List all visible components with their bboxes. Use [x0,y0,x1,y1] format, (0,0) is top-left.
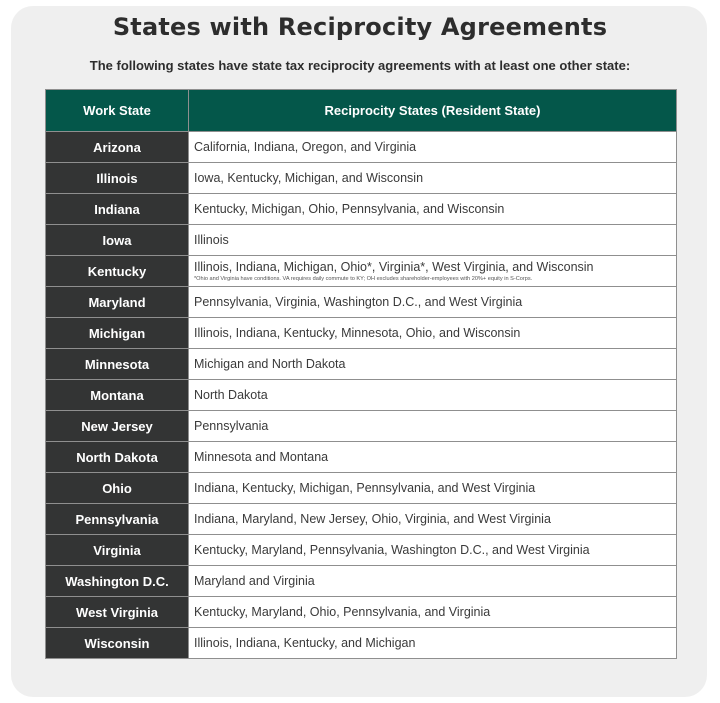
resident-states-text: Pennsylvania [194,418,269,433]
resident-states-cell [189,194,677,225]
table-row [46,225,677,256]
work-state-cell: New Jersey [46,411,189,442]
work-state-cell: Minnesota [46,349,189,380]
resident-states-text: Maryland and Virginia [194,573,315,588]
work-state-cell: Iowa [46,225,189,256]
footnote-text: *Ohio and Virginia have conditions. VA requires daily commute to KY; OH excludes shareholder-employees with 20%+ equity in S-Corps. [194,275,533,282]
table-row [46,256,677,287]
resident-states-cell [189,132,677,163]
resident-states-cell [189,504,677,535]
table-row [46,504,677,535]
work-state-cell: Pennsylvania [46,504,189,535]
resident-states-cell [189,349,677,380]
table-row [46,318,677,349]
resident-states-text: Minnesota and Montana [194,449,329,464]
work-state-cell: Montana [46,380,189,411]
resident-states-cell [189,380,677,411]
resident-states-text: Indiana, Kentucky, Michigan, Pennsylvania, and West Virginia [194,480,536,495]
table-row [46,628,677,659]
header-work-state: Work State [46,90,189,132]
work-state-cell: West Virginia [46,597,189,628]
resident-states-cell [189,473,677,504]
resident-states-text: Illinois, Indiana, Michigan, Ohio*, Virginia*, West Virginia, and Wisconsin [194,259,594,274]
resident-states-cell [189,287,677,318]
table-row [46,287,677,318]
work-state-cell: Virginia [46,535,189,566]
work-state-cell: Arizona [46,132,189,163]
page-title: States with Reciprocity Agreements [112,13,608,41]
work-state-cell: North Dakota [46,442,189,473]
work-state-cell: Washington D.C. [46,566,189,597]
table-row [46,566,677,597]
resident-states-text: Michigan and North Dakota [194,356,346,371]
resident-states-cell [189,566,677,597]
resident-states-text: Illinois [194,232,229,247]
work-state-cell: Michigan [46,318,189,349]
table-row [46,163,677,194]
table-row [46,194,677,225]
work-state-cell: Wisconsin [46,628,189,659]
resident-states-text: Iowa, Kentucky, Michigan, and Wisconsin [194,170,424,185]
header-reciprocity-states: Reciprocity States (Resident State) [189,90,677,132]
work-state-cell: Indiana [46,194,189,225]
table-row [46,380,677,411]
resident-states-cell [189,411,677,442]
page-subtitle: The following states have state tax reciprocity agreements with at least one other state: [89,58,631,73]
table-row [46,442,677,473]
resident-states-cell [189,597,677,628]
resident-states-text: Indiana, Maryland, New Jersey, Ohio, Virginia, and West Virginia [194,511,551,526]
table-header-row [46,90,677,132]
resident-states-cell [189,318,677,349]
resident-states-text: California, Indiana, Oregon, and Virginia [194,139,417,154]
resident-states-cell [189,256,677,287]
resident-states-text: Kentucky, Michigan, Ohio, Pennsylvania, and Wisconsin [194,201,505,216]
resident-states-cell [189,535,677,566]
work-state-cell: Maryland [46,287,189,318]
resident-states-text: Illinois, Indiana, Kentucky, and Michigan [194,635,416,650]
resident-states-cell [189,225,677,256]
reciprocity-table [45,89,677,659]
table-row [46,473,677,504]
resident-states-text: Illinois, Indiana, Kentucky, Minnesota, Ohio, and Wisconsin [194,325,521,340]
resident-states-text: Pennsylvania, Virginia, Washington D.C., and West Virginia [194,294,523,309]
work-state-cell: Ohio [46,473,189,504]
work-state-cell: Illinois [46,163,189,194]
table-row [46,597,677,628]
resident-states-text: Kentucky, Maryland, Pennsylvania, Washington D.C., and West Virginia [194,542,590,557]
table-row [46,349,677,380]
table-row [46,132,677,163]
table-row [46,535,677,566]
resident-states-cell [189,163,677,194]
resident-states-cell [189,442,677,473]
resident-states-text: North Dakota [194,387,268,402]
resident-states-cell [189,628,677,659]
table-row [46,411,677,442]
work-state-cell: Kentucky [46,256,189,287]
resident-states-text: Kentucky, Maryland, Ohio, Pennsylvania, and Virginia [194,604,491,619]
